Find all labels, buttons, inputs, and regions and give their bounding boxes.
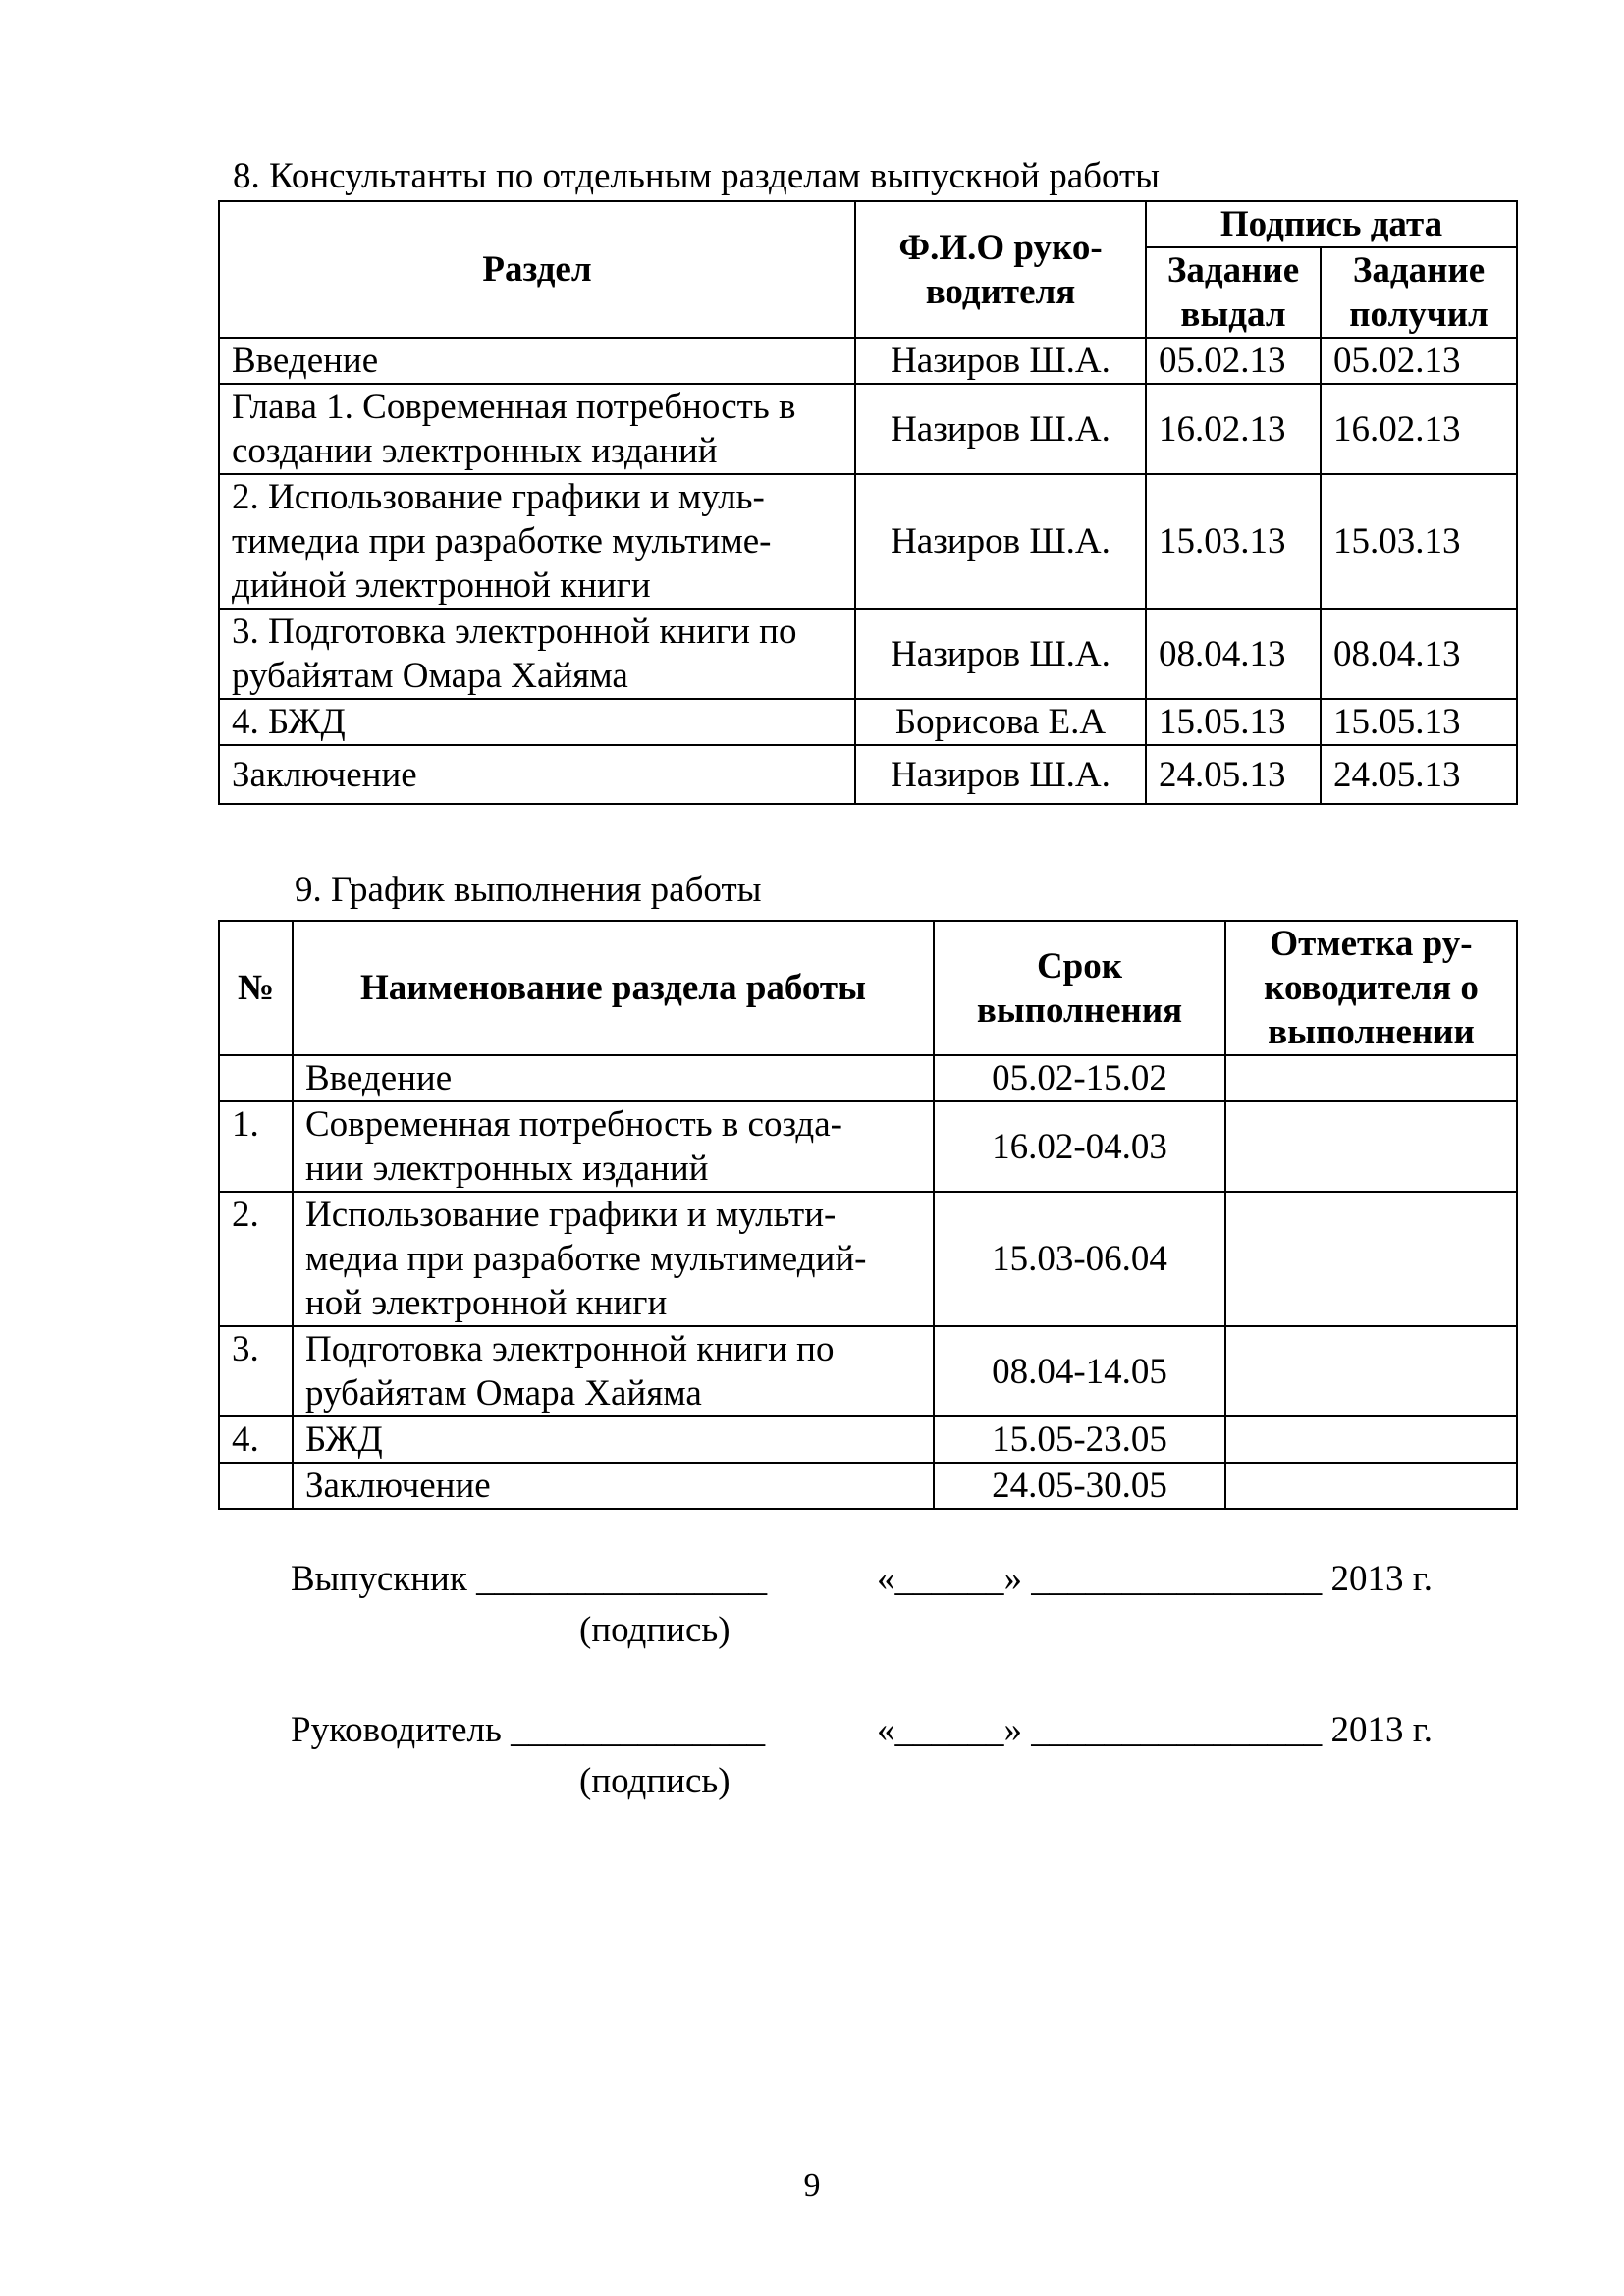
row-supervisor: Назиров Ш.А. [855, 745, 1146, 804]
row-issued-date: 15.03.13 [1146, 474, 1321, 609]
row-mark [1225, 1055, 1517, 1101]
schedule-table [218, 920, 1518, 1510]
graduate-signature-note: (подпись) [579, 1610, 731, 1650]
row-supervisor: Назиров Ш.А. [855, 474, 1146, 609]
row-issued-date: 08.04.13 [1146, 609, 1321, 699]
header-supervisor: Ф.И.О руко- водителя [855, 201, 1146, 338]
row-mark [1225, 1416, 1517, 1463]
row-received-date: 08.04.13 [1321, 609, 1517, 699]
section-8-title: 8. Консультанты по отдельным разделам выпускной работы [233, 156, 1160, 196]
table-row [219, 699, 1517, 745]
row-deadline: 05.02-15.02 [934, 1055, 1225, 1101]
table-row [219, 1055, 1517, 1101]
row-issued-date: 15.05.13 [1146, 699, 1321, 745]
table-row [219, 384, 1517, 474]
row-received-date: 15.03.13 [1321, 474, 1517, 609]
row-received-date: 24.05.13 [1321, 745, 1517, 804]
header-signature-date: Подпись дата [1146, 201, 1517, 247]
row-number [219, 1055, 293, 1101]
row-supervisor: Борисова Е.А [855, 699, 1146, 745]
row-mark [1225, 1192, 1517, 1326]
supervisor-signature-line: Руководитель ______________ [291, 1710, 766, 1750]
row-section: 2. Использование графики и муль- тимедиа при разработке мультиме- дийной электронной книги [219, 474, 855, 609]
row-section: 4. БЖД [219, 699, 855, 745]
row-supervisor: Назиров Ш.А. [855, 609, 1146, 699]
row-name: Заключение [293, 1463, 934, 1509]
row-issued-date: 05.02.13 [1146, 338, 1321, 384]
row-name: Современная потребность в созда- нии электронных изданий [293, 1101, 934, 1192]
row-received-date: 05.02.13 [1321, 338, 1517, 384]
header-section: Раздел [219, 201, 855, 338]
row-deadline: 16.02-04.03 [934, 1101, 1225, 1192]
row-number: 3. [219, 1326, 293, 1416]
header-issued: Задание выдал [1146, 247, 1321, 338]
header-received: Задание получил [1321, 247, 1517, 338]
row-issued-date: 16.02.13 [1146, 384, 1321, 474]
page-number: 9 [803, 2167, 821, 2204]
row-section: Глава 1. Современная потребность в создании электронных изданий [219, 384, 855, 474]
header-name: Наименование раздела работы [293, 921, 934, 1055]
row-number [219, 1463, 293, 1509]
row-issued-date: 24.05.13 [1146, 745, 1321, 804]
row-name: Использование графики и мульти- медиа при разработке мультимедий- ной электронной книги [293, 1192, 934, 1326]
row-mark [1225, 1326, 1517, 1416]
row-number: 4. [219, 1416, 293, 1463]
table-row [219, 1192, 1517, 1326]
row-deadline: 08.04-14.05 [934, 1326, 1225, 1416]
table-row [219, 745, 1517, 804]
row-supervisor: Назиров Ш.А. [855, 384, 1146, 474]
row-number: 2. [219, 1192, 293, 1326]
consultants-table [218, 200, 1518, 805]
table-row [219, 609, 1517, 699]
section-9-title: 9. График выполнения работы [295, 870, 762, 910]
row-name: Подготовка электронной книги по рубайятам Омара Хайяма [293, 1326, 934, 1416]
table-row [219, 1463, 1517, 1509]
row-supervisor: Назиров Ш.А. [855, 338, 1146, 384]
row-deadline: 15.05-23.05 [934, 1416, 1225, 1463]
table-row [219, 474, 1517, 609]
graduate-signature-line: Выпускник ________________ [291, 1559, 768, 1599]
row-mark [1225, 1463, 1517, 1509]
row-mark [1225, 1101, 1517, 1192]
table-row [219, 1326, 1517, 1416]
table-row [219, 338, 1517, 384]
row-section: 3. Подготовка электронной книги по рубайятам Омара Хайяма [219, 609, 855, 699]
row-deadline: 15.03-06.04 [934, 1192, 1225, 1326]
row-name: Введение [293, 1055, 934, 1101]
supervisor-date-line: «______» ________________ 2013 г. [877, 1710, 1434, 1750]
supervisor-signature-note: (подпись) [579, 1761, 731, 1801]
row-number: 1. [219, 1101, 293, 1192]
row-deadline: 24.05-30.05 [934, 1463, 1225, 1509]
graduate-date-line: «______» ________________ 2013 г. [877, 1559, 1434, 1599]
table-row [219, 1416, 1517, 1463]
header-mark: Отметка ру- ководителя о выполнении [1225, 921, 1517, 1055]
row-name: БЖД [293, 1416, 934, 1463]
header-deadline: Срок выполнения [934, 921, 1225, 1055]
table-row [219, 1101, 1517, 1192]
row-section: Введение [219, 338, 855, 384]
row-section: Заключение [219, 745, 855, 804]
header-number: № [219, 921, 293, 1055]
row-received-date: 15.05.13 [1321, 699, 1517, 745]
row-received-date: 16.02.13 [1321, 384, 1517, 474]
